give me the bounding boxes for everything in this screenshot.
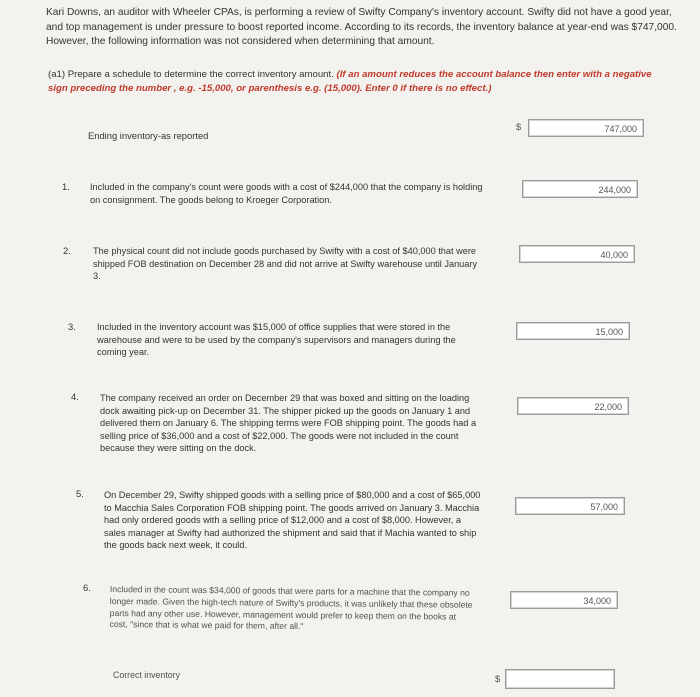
item-4-number: 4. (71, 391, 79, 402)
item-6-adjustment-input[interactable]: 34,000 (510, 591, 618, 609)
problem-intro: Kari Downs, an auditor with Wheeler CPAs, is performing a review of Swifty Company's inventory account. Swifty did not have a good year, and top management is under pressure to boost reported income. According to its records, the inventory balance at year-end was $747,000. However, the following information was not considered when determining that amount. (46, 7, 677, 47)
item-5-adjustment-input[interactable]: 57,000 (515, 497, 625, 515)
item-1-text: Included in the company's count were goods with a cost of $244,000 that the company is holding on consignment. The goods belong to Kroeger Corporation. (90, 182, 483, 205)
item-2-number: 2. (63, 245, 71, 256)
correct-inventory-label: Correct inventory (113, 670, 180, 680)
question-lead: (a1) Prepare a schedule to determine the correct inventory amount. (48, 69, 334, 80)
item-3-number: 3. (68, 321, 76, 332)
ending-inventory-label: Ending inventory-as reported (88, 130, 209, 141)
item-4-text: The company received an order on December 29 that was boxed and sitting on the loading dock awaiting pick-up on December 31. The shipper picked up the goods on January 1 and delivered them on January 6. The shipping terms were FOB shipping point. The goods had a selling price of $36,000 and a cost of $22,000. The goods were not included in the count because they were sitting on the dock. (100, 393, 477, 454)
item-3-text: Included in the inventory account was $15,000 of office supplies that were stored in the warehouse and were to be used by the company's supervisors and managers during the coming year. (97, 322, 456, 358)
item-4-adjustment-input[interactable]: 22,000 (517, 397, 629, 415)
item-6-number: 6. (83, 582, 91, 593)
item-1-adjustment-input[interactable]: 244,000 (522, 180, 638, 198)
ending-inventory-input[interactable]: 747,000 (528, 119, 644, 137)
correct-inventory-input[interactable] (505, 669, 615, 689)
item-1-number: 1. (62, 181, 70, 192)
item-5-text: On December 29, Swifty shipped goods with a selling price of $80,000 and a cost of $65,000 to Macchia Sales Corporation FOB shipping point. The goods arrived on January 3. Macchia had only ordered goods with a selling price of $12,000 and a cost of $8,000. However, a sales manager at Swifty had authorized the shipment and said that if Machia wanted to ship the goods back next week, it could. (104, 490, 481, 551)
item-5-number: 5. (76, 488, 84, 499)
correct-currency-symbol: $ (495, 673, 501, 684)
question-prompt (48, 68, 668, 95)
ending-currency-symbol: $ (516, 121, 522, 132)
item-2-text: The physical count did not include goods purchased by Swifty with a cost of $40,000 that were shipped FOB destination on December 28 and did not arrive at Swifty warehouse until January 3. (93, 246, 478, 282)
item-3-adjustment-input[interactable]: 15,000 (516, 322, 630, 340)
question-instruction: (If an amount reduces the account balance then enter with a negative sign preceding the number , e.g. -15,000, or parenthesis e.g. (15,000). Enter 0 if there is no effect.) (48, 69, 652, 94)
item-6-text: Included in the count was $34,000 of goods that were parts for a machine that the company no longer made. Given the high-tech nature of Swifty's products, it was unlikely that these obsolete parts had any other use. However, management would prefer to keep them on the books at cost, "since that is what we paid for them, after all." (109, 584, 473, 632)
item-2-adjustment-input[interactable]: 40,000 (519, 245, 635, 263)
